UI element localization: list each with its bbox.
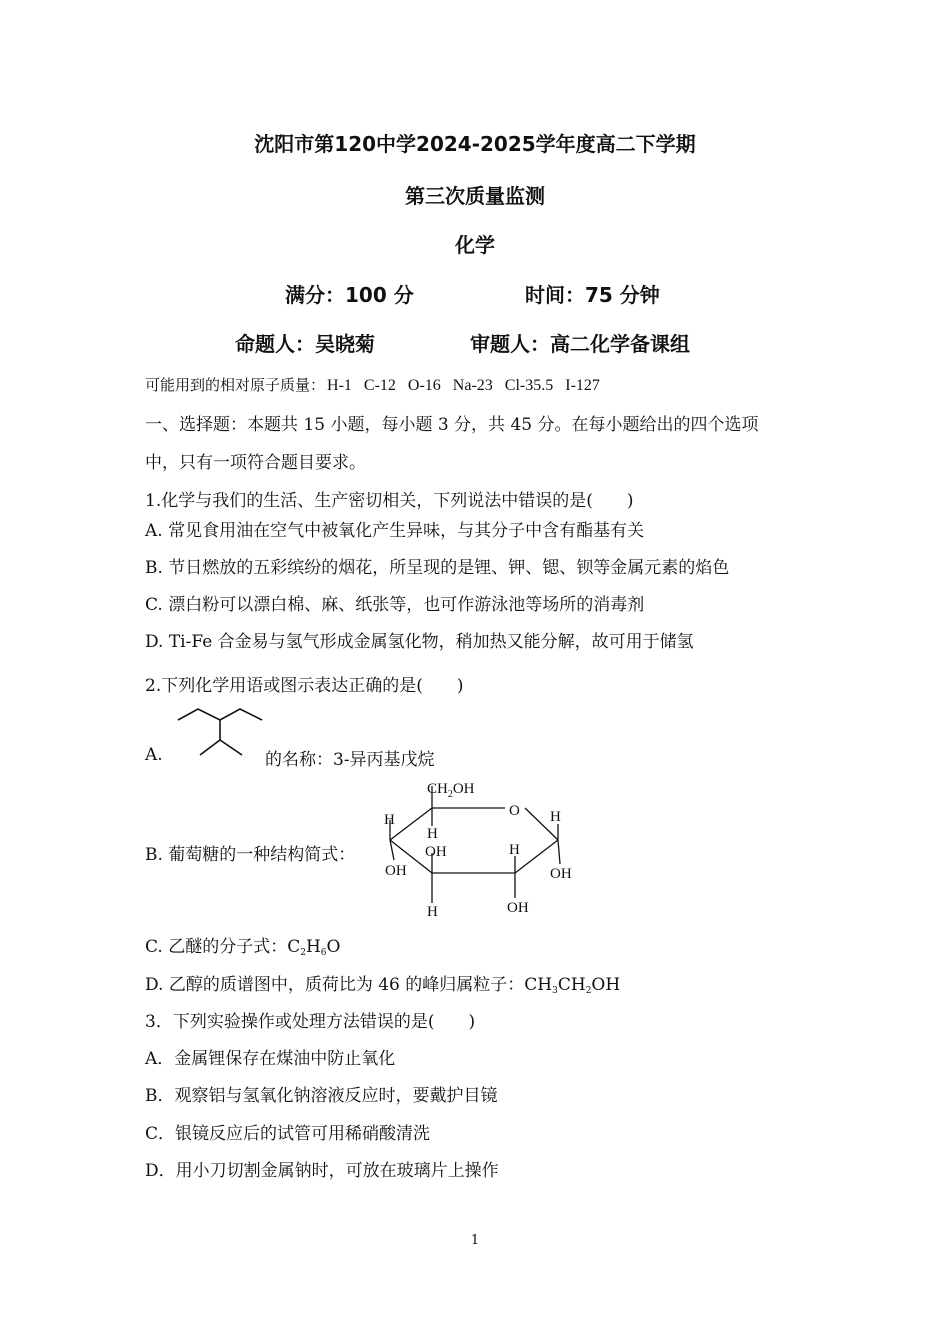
exam-title: 沈阳市第120中学2024-2025学年度高二下学期 bbox=[254, 132, 696, 156]
ring-c3-oh-label: OH bbox=[425, 844, 447, 860]
mass-na: Na-23 bbox=[452, 377, 493, 394]
q2-option-d bbox=[145, 970, 620, 996]
ring-c3-h-label: H bbox=[427, 904, 438, 920]
ring-c2-oh-label: OH bbox=[507, 900, 529, 916]
mass-cl: Cl-35.5 bbox=[504, 377, 554, 394]
ring-c2-h-label: H bbox=[509, 842, 520, 858]
ring-ch2oh-label: $CH_2OH$ bbox=[427, 781, 475, 800]
q1-option-d: D. Ti-Fe 合金易与氢气形成金属氢化物，稍加热又能分解，故可用于储氢 bbox=[145, 632, 694, 652]
q3-option-a: A．金属锂保存在煤油中防止氧化 bbox=[145, 1049, 396, 1069]
q2-option-c-prefix: C. 乙醚的分子式：C bbox=[145, 937, 301, 957]
q2-option-a-text: 的名称：3-异丙基戊烷 bbox=[265, 750, 435, 770]
page-number: 1 bbox=[470, 1233, 480, 1248]
mass-o: O-16 bbox=[407, 377, 441, 394]
q1-option-a: A. 常见食用油在空气中被氧化产生异味，与其分子中含有酯基有关 bbox=[145, 521, 645, 541]
subject-title: 化学 bbox=[455, 233, 495, 257]
exam-time: 时间：75 分钟 bbox=[525, 283, 660, 307]
ring-c1-oh-label: OH bbox=[550, 866, 572, 882]
q3-option-b: B．观察铝与氢氧化钠溶液反应时，要戴护目镜 bbox=[145, 1086, 498, 1106]
q2-option-c-mid: H bbox=[305, 937, 321, 957]
ring-c4-h-label: H bbox=[384, 812, 395, 828]
q2-option-a-label: A. bbox=[145, 745, 163, 765]
question-reviewer: 审题人：高二化学备课组 bbox=[470, 332, 690, 356]
q2-option-d-prefix: D. 乙醇的质谱图中，质荷比为 46 的峰归属粒子：CH bbox=[145, 975, 553, 995]
ring-c4-oh-label: OH bbox=[385, 863, 407, 879]
q2-option-c bbox=[145, 932, 340, 958]
q2-stem: 2.下列化学用语或图示表达正确的是( ) bbox=[145, 676, 464, 696]
section-instructions-2: 中，只有一项符合题目要求。 bbox=[145, 453, 366, 473]
isopropylpentane-skeleton bbox=[170, 700, 270, 762]
q2-option-d-tail: OH bbox=[591, 975, 621, 995]
q2-option-c-sub2: 6 bbox=[320, 948, 327, 958]
ring-oxygen-label: O bbox=[509, 803, 520, 819]
glucose-ring-structure bbox=[380, 778, 590, 920]
full-score: 满分：100 分 bbox=[285, 283, 414, 307]
atomic-masses-label: 可能用到的相对原子质量： bbox=[145, 376, 326, 394]
mass-i: I-127 bbox=[565, 377, 600, 394]
exam-subtitle: 第三次质量监测 bbox=[405, 184, 545, 208]
q3-stem: 3．下列实验操作或处理方法错误的是( ) bbox=[145, 1012, 476, 1032]
q2-option-c-tail: O bbox=[326, 937, 341, 957]
q2-option-b-label: B. 葡萄糖的一种结构简式： bbox=[145, 845, 356, 865]
q2-option-d-mid: CH bbox=[557, 975, 586, 995]
q3-option-c: C．银镜反应后的试管可用稀硝酸清洗 bbox=[145, 1124, 431, 1144]
question-setter: 命题人：吴晓菊 bbox=[235, 332, 375, 356]
section-instructions-1: 一、选择题：本题共 15 小题，每小题 3 分，共 45 分。在每小题给出的四个选项 bbox=[145, 415, 759, 435]
ring-c1-h-label: H bbox=[550, 809, 561, 825]
q1-option-c: C. 漂白粉可以漂白棉、麻、纸张等，也可作游泳池等场所的消毒剂 bbox=[145, 595, 645, 615]
ring-c5-h-label: H bbox=[427, 826, 438, 842]
q1-stem: 1.化学与我们的生活、生产密切相关，下列说法中错误的是( ) bbox=[145, 491, 634, 511]
q2-option-d-sub1: 3 bbox=[552, 986, 558, 996]
q1-option-b: B. 节日燃放的五彩缤纷的烟花，所呈现的是锂、钾、锶、钡等金属元素的焰色 bbox=[145, 558, 730, 578]
mass-h: H-1 bbox=[327, 377, 352, 394]
atomic-masses bbox=[145, 374, 612, 395]
q2-option-c-sub1: 2 bbox=[300, 948, 306, 958]
q3-option-d: D．用小刀切割金属钠时，可放在玻璃片上操作 bbox=[145, 1161, 499, 1181]
mass-c: C-12 bbox=[363, 377, 396, 394]
q2-option-d-sub2: 2 bbox=[585, 986, 592, 996]
